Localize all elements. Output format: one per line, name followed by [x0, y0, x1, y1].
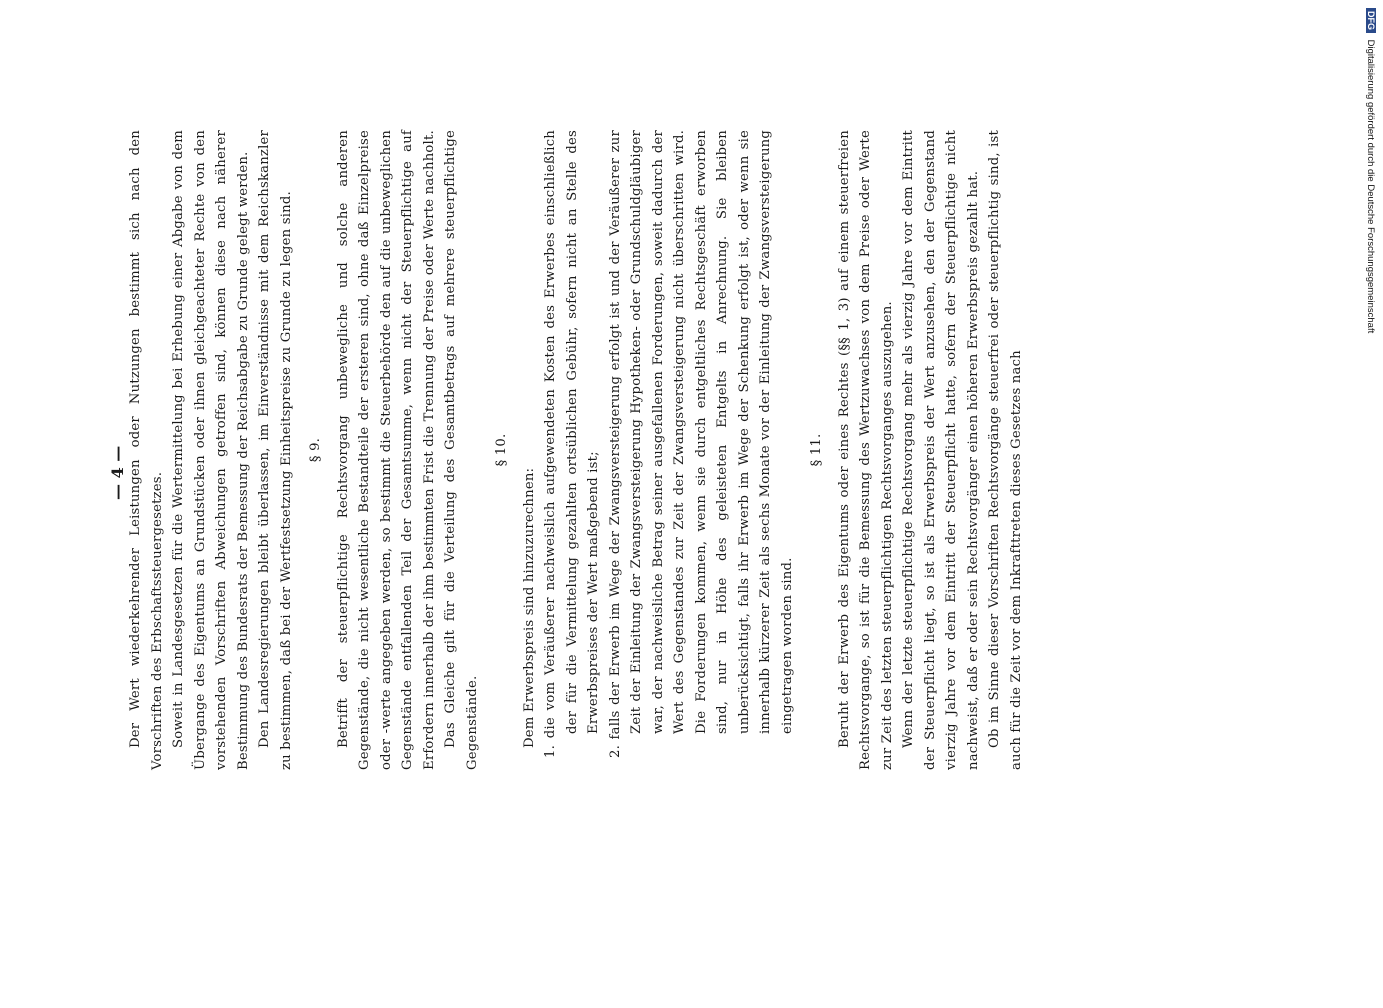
page-number: — 4 — [108, 445, 127, 500]
paragraph: Betrifft der steuerpflichtige Rechtsvorgang unbewegliche und solche anderen Gegenstände, die nicht wesentliche Bestandteile der ersteren sind, ohne daß Einzelpreise oder -werte angegeben werden, so bestimmt die Steuerbehörde den auf die unbeweglichen Gegenstände entfallenden Teil der Gesamtsumme, wenn nicht der Steuerpflichtige auf Erfordern innerhalb der ihm bestimmten Frist die Trennung der Preise oder Werte nachholt. [335, 130, 437, 770]
list-item [605, 130, 799, 770]
paragraph: Beruht der Erwerb des Eigentums oder eines Rechtes (§§ 1, 3) auf einem steuerfreien Rechtsvorgange, so ist für die Bemessung des Wertzuwachses von dem Preise oder Werte zur Zeit des letzten steuerpflichtigen Rechtsvorganges auszugehen. [836, 130, 895, 770]
list-item-number: 2. [607, 739, 623, 758]
section-heading: § 10. [494, 433, 509, 467]
paragraph: Ob im Sinne dieser Vorschriften Rechtsvorgänge steuerfrei oder steuerpflichtig sind, ist auch für die Zeit vor dem Inkrafttreten dieses Gesetzes nach [987, 130, 1024, 770]
list-item [540, 130, 605, 770]
paragraph: Wenn der letzte steuerpflichtige Rechtsvorgang mehr als vierzig Jahre vor dem Eintritt der Steuerpflicht liegt, so ist als Erwerbspreis der Wert anzusehen, den der Gegenstand vierzig Jahre vor dem Eintritt der Steuerpflicht hatte, sofern der Steuerpflichtige nicht nachweist, daß er oder sein Rechtsvorgänger einen höheren Erwerbspreis gezahlt hat. [901, 130, 981, 770]
page-body [125, 130, 1027, 770]
section-heading: § 11. [809, 433, 824, 467]
list-item-text: falls der Erwerb im Wege der Zwangsversteigerung erfolgt ist und der Veräußerer zur Zeit der Einleitung der Zwangsversteigerung Hypotheken- oder Grundschuldgläubiger war, der nachweisliche Betrag seiner ausgefallenen Forderungen, soweit dadurch der Wert des Gegenstandes zur Zeit der Zwangsversteigerung nicht überschritten wird. Die Forderungen kommen, wenn sie durch entgeltliches Rechtsgeschäft erworben sind, nur in Höhe des geleisteten Entgelts in Anrechnung. Sie bleiben unberücksichtigt, falls ihr Erwerb im Wege der Schenkung erfolgt ist, oder wenn sie innerhalb kürzerer Zeit als sechs Monate vor der Einleitung der Zwangsversteigerung eingetragen worden sind. [607, 129, 795, 740]
paragraph: Dem Erwerbspreis sind hinzuzurechnen: [521, 467, 537, 748]
paragraph: Den Landesregierungen bleibt überlassen, im Einverständnisse mit dem Reichskanzler zu bestimmen, daß bei der Wertfestsetzung Einheitspreise zu Grunde zu legen sind. [257, 130, 294, 770]
paragraph: Der Wert wiederkehrender Leistungen oder Nutzungen bestimmt sich nach den Vorschriften des Erbschaftssteuergesetzes. [128, 130, 165, 770]
list-item-number: 1. [543, 738, 558, 758]
paragraph: Das Gleiche gilt für die Verteilung des Gesamtbetrags auf mehrere steuerpflichtige Gegenstände. [443, 130, 480, 770]
list-item-text: die vom Veräußerer nachweislich aufgewendeten Kosten des Erwerbes einschließlich der für die Vermittelung gezahlten ortsüblichen Gebühr, sofern nicht an Stelle des Erwerbspreises der Wert maßgebend ist; [543, 129, 601, 739]
paragraph: Soweit in Landesgesetzen für die Wertermittelung bei Erhebung einer Abgabe von dem Übergange des Eigentums an Grundstücken oder ihnen gleichgeachteter Rechte von den vorstehenden Vorschriften Abweichungen getroffen sind, können diese nach näherer Bestimmung des Bundesrats der Bemessung der Reichsabgabe zu Grunde gelegt werden. [171, 130, 251, 770]
dfg-logo: DFG [1366, 8, 1376, 33]
digitization-footer [1365, 8, 1376, 1008]
section-heading: § 9. [308, 437, 323, 463]
footer-text: Digitalisierung gefördert durch die Deutsche Forschungsgemeinschaft [1365, 39, 1376, 334]
